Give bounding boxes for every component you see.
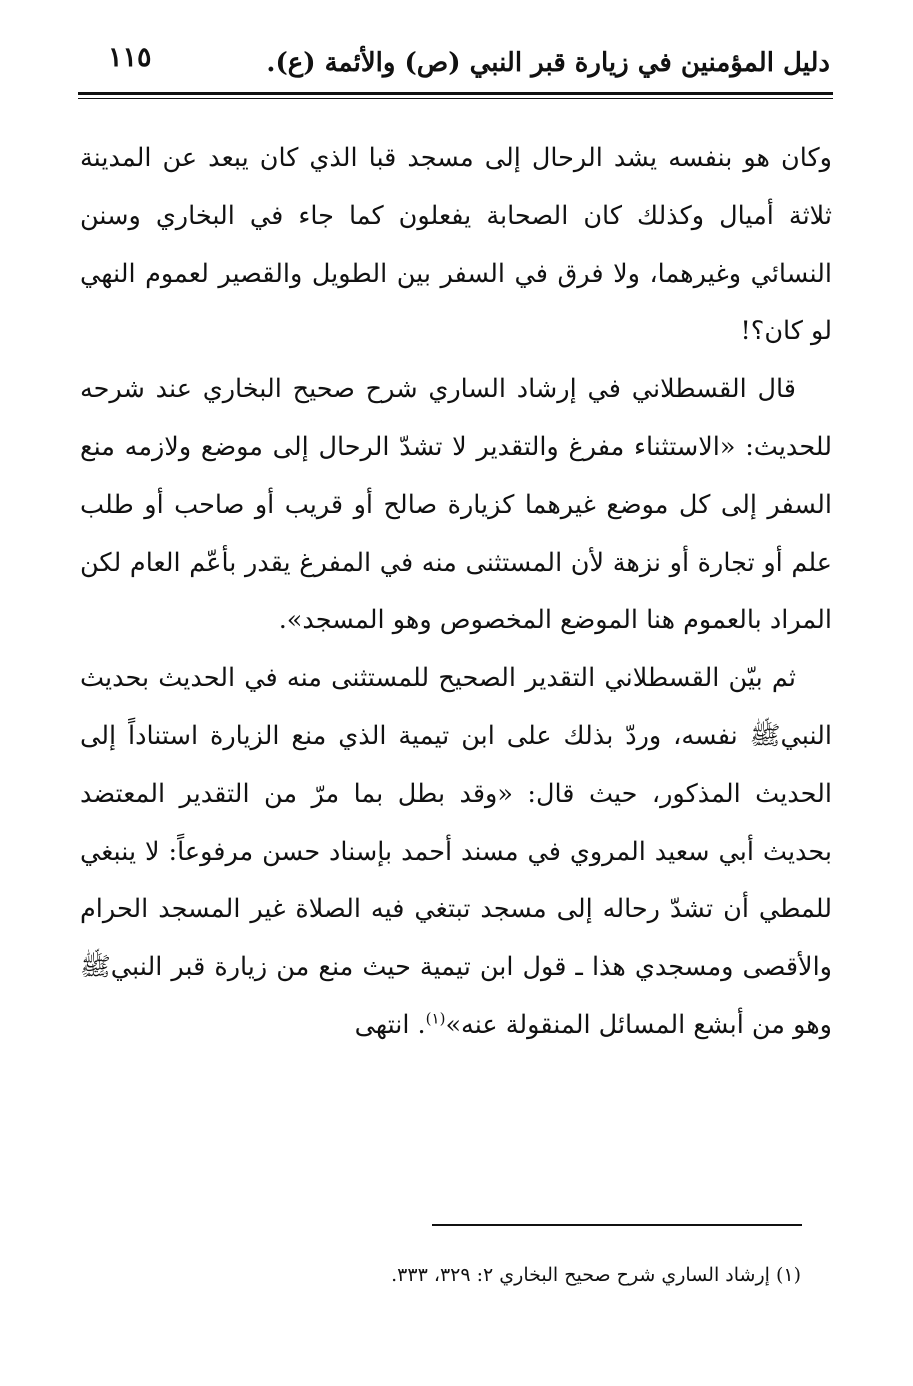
- footnote-separator: [432, 1224, 802, 1226]
- paragraph-3: [80, 650, 832, 1055]
- paragraph-2: قال القسطلاني في إرشاد الساري شرح صحيح البخاري عند شرحه للحديث: «الاستثناء مفرغ والتقدير لا تشدّ الرحال إلى موضع ولازمه منع السفر إلى كل موضع غيرهما كزيارة صالح أو قريب أو صاحب أو طلب علم أو تجارة أو نزهة لأن المستثنى منه في المفرغ يقدر بأعّم العام لكن المراد بالعموم هنا الموضع المخصوص وهو المسجد».: [80, 374, 832, 636]
- footnote-reference: (١): [425, 1009, 446, 1028]
- paragraph-3-text: ثم بيّن القسطلاني التقدير الصحيح للمستثنى منه في الحديث بحديث النبيﷺ نفسه، وردّ بذلك على ابن تيمية الذي منع الزيارة استناداً إلى الحديث المذكور، حيث قال: «وقد بطل بما مرّ من التقدير المعتضد بحديث أبي سعيد المروي في مسند أحمد بإسناد حسن مرفوعاً: لا ينبغي للمطي أن تشدّ رحاله إلى مسجد تبتغي فيه الصلاة غير المسجد الحرام والأقصى ومسجدي هذا ـ قول ابن تيمية حيث منع من زيارة قبر النبيﷺ وهو من أبشع المسائل المنقولة عنه»: [80, 663, 832, 1040]
- header-rule-thin: [78, 98, 833, 99]
- running-title: دليل المؤمنين في زيارة قبر النبي (ص) والأئمة (ع).: [266, 48, 830, 78]
- body-text: [80, 130, 832, 1055]
- page-header: [78, 38, 830, 88]
- page-number: ١١٥: [108, 42, 152, 73]
- footnote: (١) إرشاد الساري شرح صحيح البخاري ٢: ٣٢٩، ٣٣٣.: [391, 1264, 801, 1286]
- paragraph-1: وكان هو بنفسه يشد الرحال إلى مسجد قبا الذي كان يبعد عن المدينة ثلاثة أميال وكذلك كان الصحابة يفعلون كما جاء في البخاري وسنن النسائي وغيرهما، ولا فرق في السفر بين الطويل والقصير لعموم النهي لو كان؟!: [80, 143, 832, 347]
- header-rule-thick: [78, 92, 833, 95]
- paragraph-3-tail: . انتهى: [354, 1009, 426, 1040]
